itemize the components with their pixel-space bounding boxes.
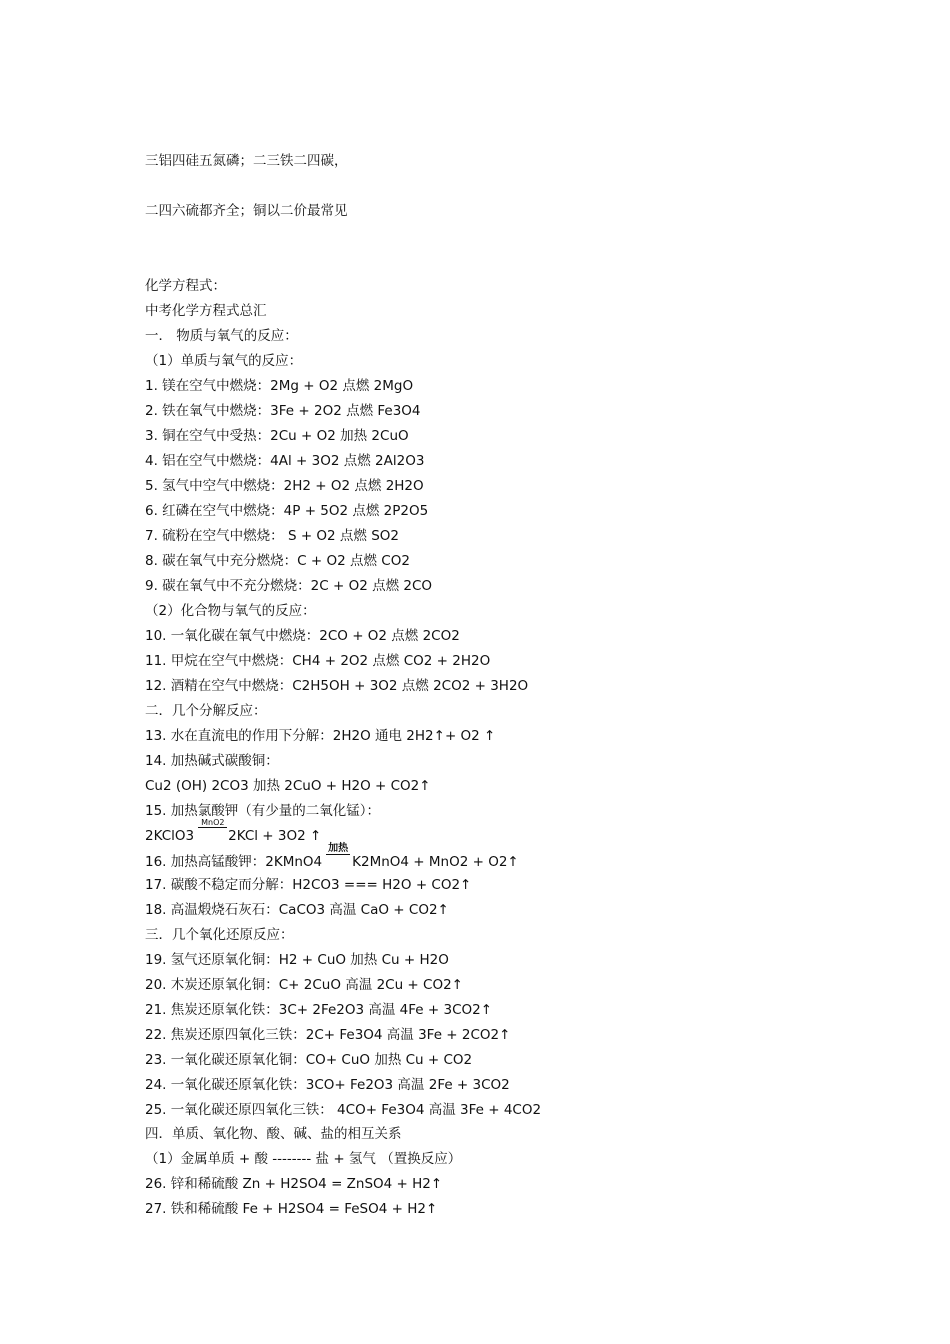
equation-line: 12. 酒精在空气中燃烧：C2H5OH + 3O2 点燃 2CO2 + 3H2O xyxy=(145,678,529,694)
text-line: （2）化合物与氧气的反应： xyxy=(145,603,316,619)
equation-line: 9. 碳在氧气中不充分燃烧：2C + O2 点燃 2CO xyxy=(145,578,433,594)
equation-line: 19. 氢气还原氧化铜：H2 + CuO 加热 Cu + H2O xyxy=(145,952,449,968)
text-line: （1）金属单质 + 酸 -------- 盐 + 氢气 （置换反应） xyxy=(145,1151,462,1167)
text-line: 三．几个氧化还原反应： xyxy=(145,927,294,943)
equation-line: 21. 焦炭还原氧化铁：3C+ 2Fe2O3 高温 4Fe + 3CO2↑ xyxy=(145,1002,493,1018)
equation-line: 17. 碳酸不稳定而分解：H2CO3 === H2O + CO2↑ xyxy=(145,877,472,893)
document-title: 中考化学方程式总汇 xyxy=(145,303,267,319)
equation-line: 22. 焦炭还原四氧化三铁：2C+ Fe3O4 高温 3Fe + 2CO2↑ xyxy=(145,1027,511,1043)
equation-line: 24. 一氧化碳还原氧化铁：3CO+ Fe2O3 高温 2Fe + 3CO2 xyxy=(145,1077,510,1093)
equation-line: 25. 一氧化碳还原四氧化三铁： 4CO+ Fe3O4 高温 3Fe + 4CO2 xyxy=(145,1102,542,1118)
equation-line: 7. 硫粉在空气中燃烧： S + O2 点燃 SO2 xyxy=(145,528,400,544)
valence-rhyme-line-1: 三铝四硅五氮磷；二三铁二四碳， xyxy=(145,153,348,169)
equation-line-16 xyxy=(145,843,519,872)
text-line: （1）单质与氧气的反应： xyxy=(145,353,303,369)
eq15-left: 2KClO3 xyxy=(145,828,195,844)
equation-line: 23. 一氧化碳还原氧化铜：CO+ CuO 加热 Cu + CO2 xyxy=(145,1052,473,1068)
text-line: 四．单质、氧化物、酸、碱、盐的相互关系 xyxy=(145,1126,402,1142)
condition-arrow xyxy=(322,843,352,872)
equation-line: 10. 一氧化碳在氧气中燃烧：2CO + O2 点燃 2CO2 xyxy=(145,628,460,644)
equation-line: 11. 甲烷在空气中燃烧：CH4 + 2O2 点燃 CO2 + 2H2O xyxy=(145,653,491,669)
eq16-left: 16. 加热高锰酸钾：2KMnO4 xyxy=(145,854,323,870)
valence-rhyme-line-2: 二四六硫都齐全；铜以二价最常见 xyxy=(145,203,348,219)
equation-line: 13. 水在直流电的作用下分解：2H2O 通电 2H2↑+ O2 ↑ xyxy=(145,728,496,744)
equation-line-15 xyxy=(145,818,322,846)
equation-line: 6. 红磷在空气中燃烧：4P + 5O2 点燃 2P2O5 xyxy=(145,503,429,519)
equation-line: 3. 铜在空气中受热：2Cu + O2 加热 2CuO xyxy=(145,428,409,444)
section-heading: 化学方程式： xyxy=(145,278,226,294)
equation-line: 2. 铁在氧气中燃烧：3Fe + 2O2 点燃 Fe3O4 xyxy=(145,403,421,419)
equation-line: Cu2 (OH) 2CO3 加热 2CuO + H2O + CO2↑ xyxy=(145,778,431,794)
condition-label: 加热 xyxy=(328,843,349,854)
equation-line: 5. 氢气中空气中燃烧：2H2 + O2 点燃 2H2O xyxy=(145,478,424,494)
equation-line: 1. 镁在空气中燃烧：2Mg + O2 点燃 2MgO xyxy=(145,378,414,394)
equation-line: 20. 木炭还原氧化铜：C+ 2CuO 高温 2Cu + CO2↑ xyxy=(145,977,463,993)
eq15-right: 2KCl + 3O2 ↑ xyxy=(228,828,322,844)
text-line: 14. 加热碱式碳酸铜： xyxy=(145,753,279,769)
catalyst-arrow xyxy=(194,818,228,846)
text-line: 二．几个分解反应： xyxy=(145,703,267,719)
eq16-right: K2MnO4 + MnO2 + O2↑ xyxy=(352,854,519,870)
equation-line: 4. 铝在空气中燃烧：4Al + 3O2 点燃 2Al2O3 xyxy=(145,453,425,469)
equation-line: 8. 碳在氧气中充分燃烧：C + O2 点燃 CO2 xyxy=(145,553,410,569)
catalyst-label: MnO2 xyxy=(198,818,227,828)
text-line: 一． 物质与氧气的反应： xyxy=(145,328,298,344)
text-line: 15. 加热氯酸钾（有少量的二氧化锰）： xyxy=(145,803,381,819)
equation-line: 26. 锌和稀硫酸 Zn + H2SO4 = ZnSO4 + H2↑ xyxy=(145,1176,443,1192)
equation-line: 18. 高温煅烧石灰石：CaCO3 高温 CaO + CO2↑ xyxy=(145,902,449,918)
equation-line: 27. 铁和稀硫酸 Fe + H2SO4 = FeSO4 + H2↑ xyxy=(145,1201,438,1217)
